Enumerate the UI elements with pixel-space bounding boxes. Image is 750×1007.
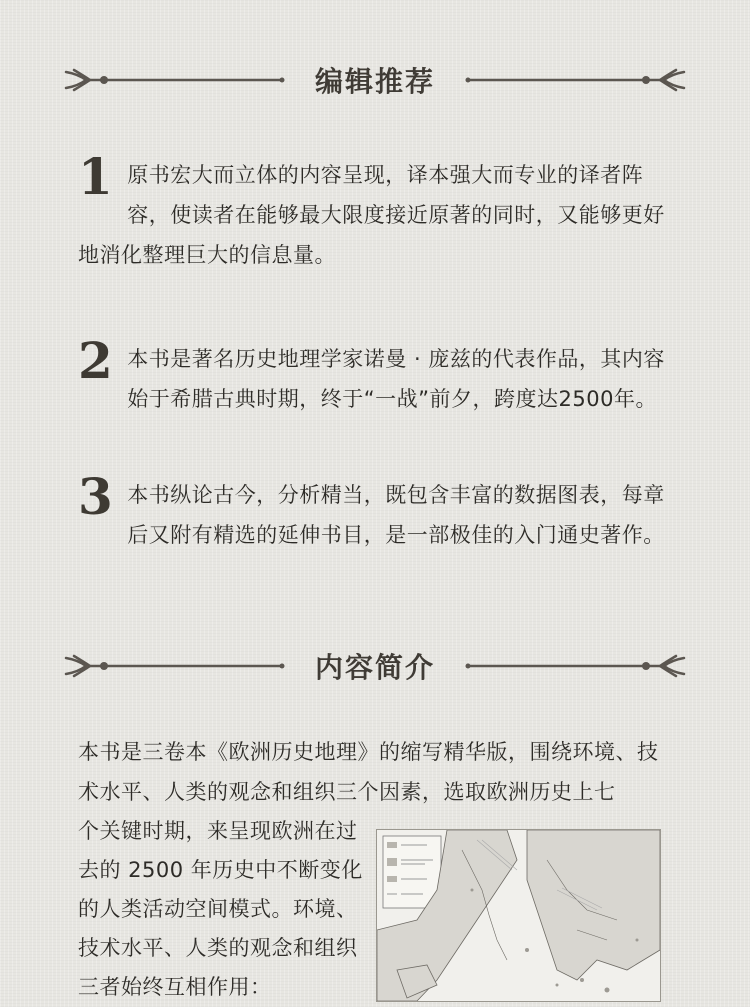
point-number: 2 xyxy=(78,331,114,390)
point-number: 1 xyxy=(78,147,114,206)
point-text: 本书是著名历史地理学家诺曼 · 庞兹的代表作品，其内容始于希腊古典时期，终于“一战”前夕，跨度达2500年。 xyxy=(127,347,665,411)
map-illustration-icon xyxy=(377,830,660,1001)
intro-header xyxy=(60,646,690,686)
intro-text-top: 本书是三卷本《欧洲历史地理》的缩写精华版，围绕环境、技术水平、人类的观念和组织三个因素，选取欧洲历史上七 xyxy=(78,740,659,804)
recommend-title: 编辑推荐 xyxy=(314,65,435,98)
recommend-header xyxy=(60,60,690,100)
recommend-point-2 xyxy=(78,331,678,419)
point-text: 本书纵论古今，分析精当，既包含丰富的数据图表，每章后又附有精选的延伸书目，是一部极佳的入门通史著作。 xyxy=(127,483,665,547)
intro-text-wrapped: 个关键时期，来呈现欧洲在过去的 2500 年历史中不断变化的人类活动空间模式。环境、技术水平、人类的观念和组织三者始终互相作用： xyxy=(78,819,363,999)
map-illustration xyxy=(376,829,661,1002)
point-number: 3 xyxy=(78,467,114,526)
intro-title: 内容简介 xyxy=(314,651,435,684)
point-text: 原书宏大而立体的内容呈现，译本强大而专业的译者阵容，使读者在能够最大限度接近原著的同时，又能够更好地消化整理巨大的信息量。 xyxy=(78,163,665,267)
recommend-point-1 xyxy=(78,147,678,275)
recommend-point-3 xyxy=(78,467,678,555)
